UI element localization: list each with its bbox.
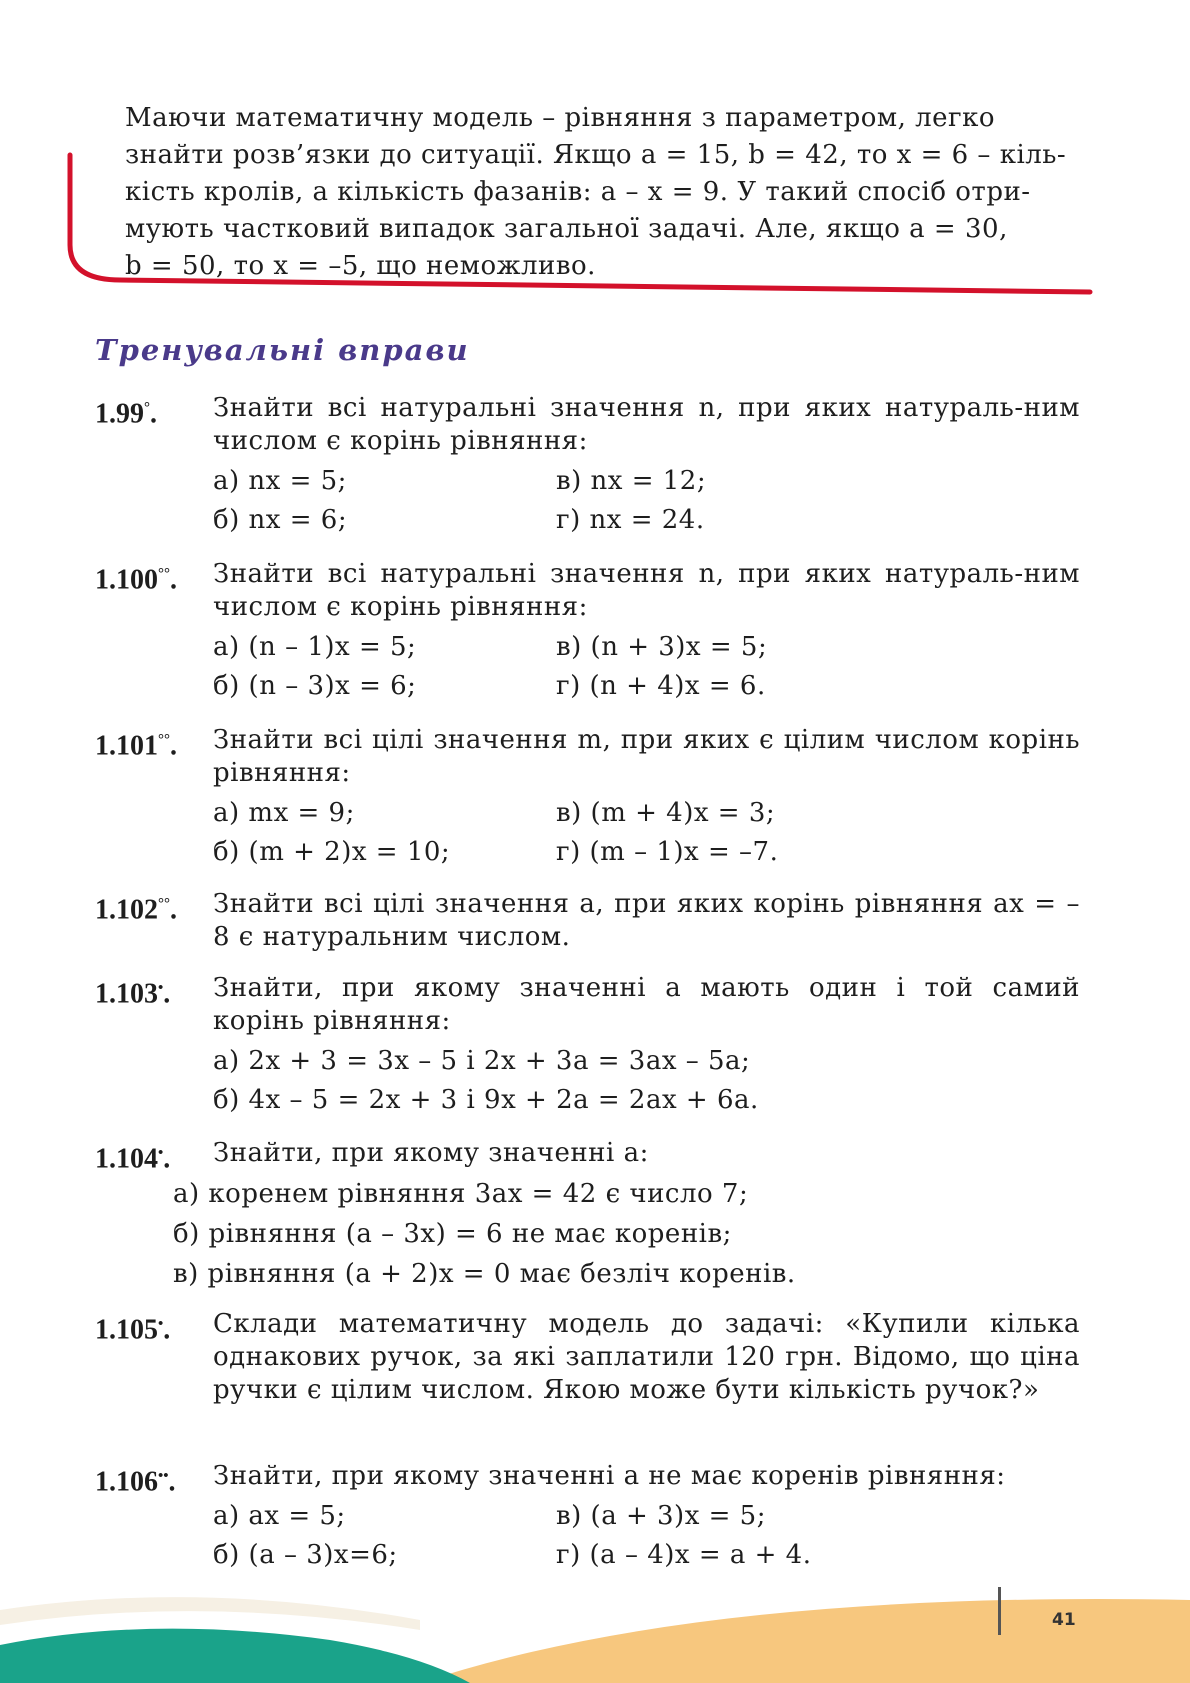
intro-paragraph: [125, 100, 1080, 285]
answer-row: [213, 1042, 1080, 1081]
exercise-number: 1.106••.: [95, 1466, 176, 1498]
exercise-1-100: [95, 558, 1080, 706]
exercise-text: Знайти, при якому значенні a мають один і той самий корінь рівняння:: [213, 973, 1080, 1036]
answer-item: б) 4x – 5 = 2x + 3 і 9x + 2a = 2ax + 6a.: [213, 1085, 759, 1115]
answer-item: г) nx = 24.: [556, 505, 705, 535]
exercise-text: Склади математичну модель до задачі: «Купили кілька однакових ручок, за які заплатили 120 грн. Відомо, що ціна ручки є цілим числом. Якою може бути кількість ручок?»: [213, 1309, 1080, 1405]
exercise-1-102: [95, 888, 1080, 954]
exercise-1-103: [95, 972, 1080, 1120]
exercise-text: Знайти всі натуральні значення n, при яких натураль-ним числом є корінь рівняння:: [213, 393, 1080, 456]
exercise-text: Знайти, при якому значенні a не має коренів рівняння:: [213, 1461, 1006, 1491]
exercise-number: 1.99°.: [95, 398, 157, 430]
answer-item: г) (n + 4)x = 6.: [556, 671, 766, 701]
exercise-1-99: [95, 392, 1080, 540]
answer-item: а) mx = 9;: [213, 798, 355, 828]
exercise-text: Знайти всі цілі значення a, при яких корінь рівняння ax = –8 є натуральним числом.: [213, 889, 1080, 952]
exercise-number: 1.104•.: [95, 1143, 171, 1175]
answer-row: [213, 833, 1080, 872]
answer-item: в) nx = 12;: [556, 466, 707, 496]
exercise-1-105: [95, 1308, 1080, 1407]
exercise-text: Знайти, при якому значенні a:: [213, 1138, 649, 1168]
answer-item: б) (m + 2)x = 10;: [213, 837, 451, 867]
exercise-text: Знайти всі цілі значення m, при яких є цілим числом корінь рівняння:: [213, 725, 1080, 788]
answer-item: а) 2x + 3 = 3x – 5 і 2x + 3a = 3ax – 5a;: [213, 1046, 751, 1076]
exercise-number: 1.105•.: [95, 1314, 171, 1346]
sub-item: а) коренем рівняння 3ax = 42 є число 7;: [173, 1179, 749, 1209]
answer-row: [213, 1081, 1080, 1120]
exercise-number: 1.101°°.: [95, 730, 177, 762]
answer-item: а) nx = 5;: [213, 466, 347, 496]
exercise-number: 1.102°°.: [95, 894, 177, 926]
answer-item: г) (a – 4)x = a + 4.: [556, 1540, 812, 1570]
page-number: 41: [1052, 1610, 1076, 1630]
sub-item: б) рівняння (a – 3x) = 6 не має коренів;: [173, 1219, 732, 1249]
page-number-divider: [998, 1587, 1001, 1635]
answer-row: [213, 628, 1080, 667]
answer-item: б) nx = 6;: [213, 505, 348, 535]
exercise-1-101: [95, 724, 1080, 872]
answer-item: в) (n + 3)x = 5;: [556, 632, 768, 662]
intro-line: кість кролів, а кількість фазанів: a – x = 9. У такий спосіб отри-: [125, 177, 1031, 207]
exercise-text: Знайти всі натуральні значення n, при яких натураль-ним числом є корінь рівняння:: [213, 559, 1080, 622]
intro-line: знайти розв’язки до ситуації. Якщо a = 15, b = 42, то x = 6 – кіль-: [125, 140, 1067, 170]
exercise-1-104: [95, 1137, 1080, 1294]
answer-item: б) (a – 3)x=6;: [213, 1540, 398, 1570]
section-title: Тренувальні вправи: [95, 333, 470, 367]
answer-item: б) (n – 3)x = 6;: [213, 671, 417, 701]
sub-item: в) рівняння (a + 2)x = 0 має безліч коренів.: [173, 1259, 796, 1289]
bottom-decoration: [0, 1520, 1190, 1683]
answer-row: [213, 667, 1080, 706]
answer-row: [213, 462, 1080, 501]
answer-item: а) (n – 1)x = 5;: [213, 632, 417, 662]
answer-item: в) (m + 4)x = 3;: [556, 798, 776, 828]
exercise-number: 1.103•.: [95, 978, 171, 1010]
intro-line: Маючи математичну модель – рівняння з параметром, легко: [125, 103, 996, 133]
answer-row: [213, 501, 1080, 540]
answer-item: г) (m – 1)x = –7.: [556, 837, 779, 867]
answer-item: а) ax = 5;: [213, 1501, 346, 1531]
exercise-number: 1.100°°.: [95, 564, 177, 596]
answer-item: в) (a + 3)x = 5;: [556, 1501, 766, 1531]
intro-line: b = 50, то x = –5, що неможливо.: [125, 251, 596, 281]
answer-row: [213, 794, 1080, 833]
intro-line: мують частковий випадок загальної задачі. Але, якщо a = 30,: [125, 214, 1008, 244]
